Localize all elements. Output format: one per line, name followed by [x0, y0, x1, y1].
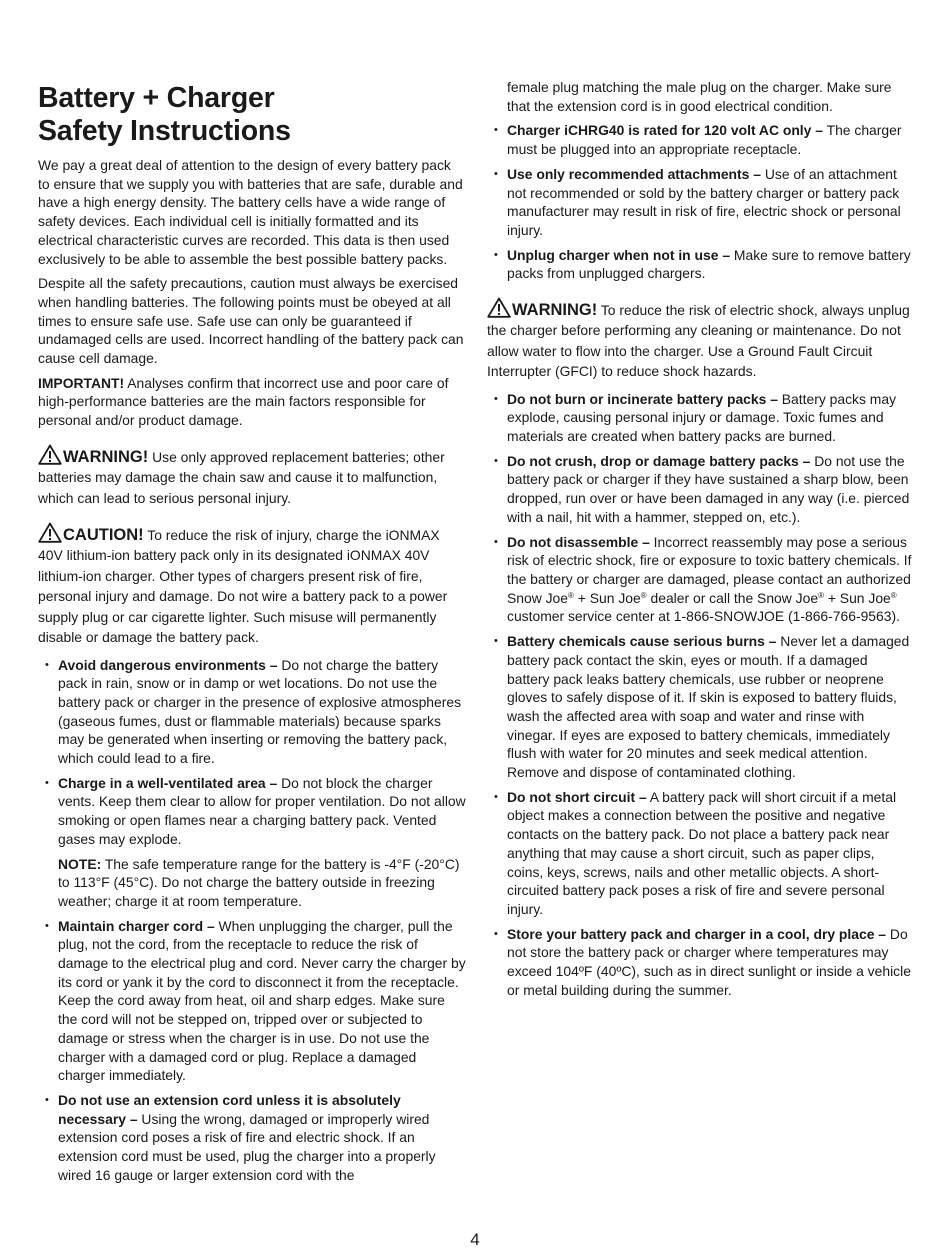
list-item [487, 165, 912, 240]
list-item [487, 632, 912, 782]
list-item [38, 656, 466, 768]
page-number: 4 [470, 1230, 480, 1249]
warning-triangle-icon [487, 297, 511, 318]
bullet-text: Do not charge the battery pack in rain, snow or in damp or wet locations. Do not use the battery pack or charger in the presence of explosive atmospheres (gaseous fumes, dust or flammable materials) because sparks may be generated when inserting or removing the battery pack, which could lead to a fire. [58, 656, 462, 767]
intro-paragraph: We pay a great deal of attention to the design of every battery pack to ensure that we supply you with batteries that are safe, durable and have a high energy density. The battery cells have a wide range of safety devices. Each individual cell is initially formatted and its electrical characteristic curves are recorded. This data is then used exclusively to be able to assemble the best possible battery packs. [38, 157, 463, 267]
list-item-continuation [487, 78, 912, 115]
bullet-text: Do not use the battery pack or charger if they have sustained a sharp blow, been dropped, run over or have been damaged in any way (i.e. pierced with a nail, hit with a hammer, stepped on, etc.). [507, 452, 910, 525]
registered-mark: ® [640, 590, 647, 600]
important-label: IMPORTANT! [38, 374, 125, 391]
bullet-text: Incorrect reassembly may pose a serious risk of electric shock, fire or exposure to toxic battery chemicals. If the battery or charger are damaged, please contact an authorized Snow Joe [507, 533, 912, 606]
note-label: NOTE: [58, 855, 102, 872]
warning-text: To reduce the risk of electric shock, always unplug the charger before performing any cleaning or maintenance. Do not allow water to flow into the charger. Use a Ground Fault Circuit Interrupter (GFCI) to reduce shock hazards. [487, 302, 910, 380]
registered-mark: ® [818, 590, 824, 600]
bullet-heading: Use only recommended attachments – [507, 165, 761, 182]
continuation-text: female plug matching the male plug on the charger. Make sure that the extension cord is in good electrical condition. [507, 79, 892, 114]
left-column [38, 78, 466, 1190]
note-text: The safe temperature range for the battery is -4°F (-20°C) to 113°F (45°C). Do not charge the battery outside in freezing weather; charge it at room temperature. [58, 855, 460, 909]
bullet-text: Use of an attachment not recommended or sold by the battery charger or battery pack manufacturer may result in risk of fire, electric shock or personal injury. [507, 165, 901, 238]
bullet-text: When unplugging the charger, pull the plug, not the cord, from the receptacle to reduce the risk of damage to the electrical plug and cord. Never carry the charger by its cord or yank it by the cord to disconnect it from the receptacle. Keep the cord away from heat, oil and sharp edges. Make sure the cord will not be stepped on, tripped over or subjected to damage or stress when the charger is in use. Do not use the charger with a damaged cord or plug. Replace a damaged charger immediately. [58, 917, 466, 1084]
list-item [487, 121, 912, 158]
caution-charging [38, 522, 466, 647]
list-item [487, 452, 912, 527]
list-item [487, 788, 912, 919]
warning-replacement-batteries [38, 444, 466, 508]
bullet-text: The charger must be plugged into an appropriate receptacle. [507, 122, 902, 158]
list-item [487, 925, 912, 1000]
warning-triangle-icon [38, 444, 62, 465]
bullet-text: Battery packs may explode, causing personal injury or damage. Toxic fumes and materials are created when battery packs are burned. [507, 390, 897, 445]
caution-text: To reduce the risk of injury, charge the iONMAX 40V lithium-ion battery pack only in its designated iONMAX 40V lithium-ion charger. Other types of chargers present risk of fire, personal injury and damage. Do not wire a battery pack to a power supply plug or car cigarette lighter. Such misuse will permanently disable or damage the battery pack. [38, 527, 448, 646]
right-column [487, 78, 912, 1005]
bullet-text: Do not store the battery pack or charger where temperatures may exceed 104ºF (40ºC), such as in direct sunlight or inside a vehicle or metal building during the summer. [507, 925, 911, 998]
bullet-heading: Store your battery pack and charger in a cool, dry place – [507, 925, 887, 942]
bullet-text: Never let a damaged battery pack contact the skin, eyes or mouth. If a damaged battery pack leaks battery chemicals, use rubber or neoprene gloves to safely dispose of it. If skin is exposed to battery fluids, wash the affected area with soap and water and rinse with vinegar. If eyes are exposed to battery chemicals, immediately flush with water for 20 minutes and seek medical attention. Remove and dispose of contaminated clothing. [507, 633, 910, 781]
warning-label: WARNING! [63, 447, 149, 466]
bullet-text: dealer or call the Snow Joe [646, 589, 819, 606]
left-safety-list [38, 656, 466, 1185]
bullet-text: Make sure to remove battery packs from unplugged chargers. [507, 246, 911, 282]
registered-mark: ® [568, 590, 574, 600]
bullet-heading: Charger iCHRG40 is rated for 120 volt AC only – [507, 122, 823, 139]
title-line-2: Safety Instructions [38, 115, 291, 147]
list-item [38, 774, 466, 911]
bullet-heading: Do not burn or incinerate battery packs – [507, 390, 778, 407]
bullet-text: + Sun Joe [573, 589, 641, 606]
bullet-heading: Unplug charger when not in use – [507, 246, 731, 263]
right-safety-list-a [487, 78, 912, 283]
bullet-heading: Do not crush, drop or damage battery packs – [507, 452, 811, 469]
bullet-heading: Avoid dangerous environments – [58, 656, 278, 673]
bullet-heading: Do not disassemble – [507, 533, 650, 550]
bullet-heading: Charge in a well-ventilated area – [58, 774, 278, 791]
list-item [38, 917, 466, 1085]
list-item [487, 390, 912, 446]
bullet-text: A battery pack will short circuit if a metal object makes a connection between the positive and negative contacts on the battery pack. Do not place a battery pack near anything that may cause a short circuit, such as paper clips, coins, keys, screws, nails and other metallic objects. A short-circuited battery pack poses a risk of fire and severe personal injury. [507, 788, 897, 917]
list-item [487, 533, 912, 627]
note-paragraph [58, 855, 466, 911]
bullet-text: Do not block the charger vents. Keep them clear to allow for proper ventilation. Do not allow smoking or open flames near a charging battery pack. Vented gases may explode. [58, 774, 466, 847]
caution-label: CAUTION! [63, 526, 144, 545]
registered-mark: ® [890, 590, 897, 600]
right-safety-list-b [487, 390, 912, 1000]
list-item [487, 246, 912, 283]
caution-triangle-icon [38, 522, 62, 543]
page-title [38, 82, 466, 148]
title-line-1: Battery + Charger [38, 82, 275, 114]
bullet-heading: Do not short circuit – [507, 788, 647, 805]
list-item [38, 1091, 466, 1185]
bullet-text: + Sun Joe [823, 589, 891, 606]
bullet-text: Using the wrong, damaged or improperly wired extension cord poses a risk of fire and electric shock. If an extension cord must be used, plug the charger into a properly wired 16 gauge or larger extension cord with the [58, 1110, 436, 1183]
bullet-heading: Do not use an extension cord unless it is absolutely necessary – [58, 1091, 401, 1127]
bullet-heading: Battery chemicals cause serious burns – [507, 633, 777, 650]
warning-text: Use only approved replacement batteries; other batteries may damage the chain saw and cause it to malfunction, which can lead to serious personal injury. [38, 448, 445, 506]
bullet-heading: Maintain charger cord – [58, 917, 215, 934]
important-paragraph [38, 374, 466, 430]
bullet-text: customer service center at 1-866-SNOWJOE (1-866-766-9563). [507, 608, 900, 625]
warning-label: WARNING! [512, 301, 598, 320]
important-text: Analyses confirm that incorrect use and poor care of high-performance batteries are the main factors responsible for personal and/or product damage. [38, 374, 449, 429]
precautions-paragraph: Despite all the safety precautions, caution must always be exercised when handling batteries. The following points must be obeyed at all times to ensure safe use. Safe use can only be guaranteed if undamaged cells are used. Incorrect handling of the battery pack can cause cell damage. [38, 275, 464, 367]
warning-electric-shock [487, 297, 912, 382]
